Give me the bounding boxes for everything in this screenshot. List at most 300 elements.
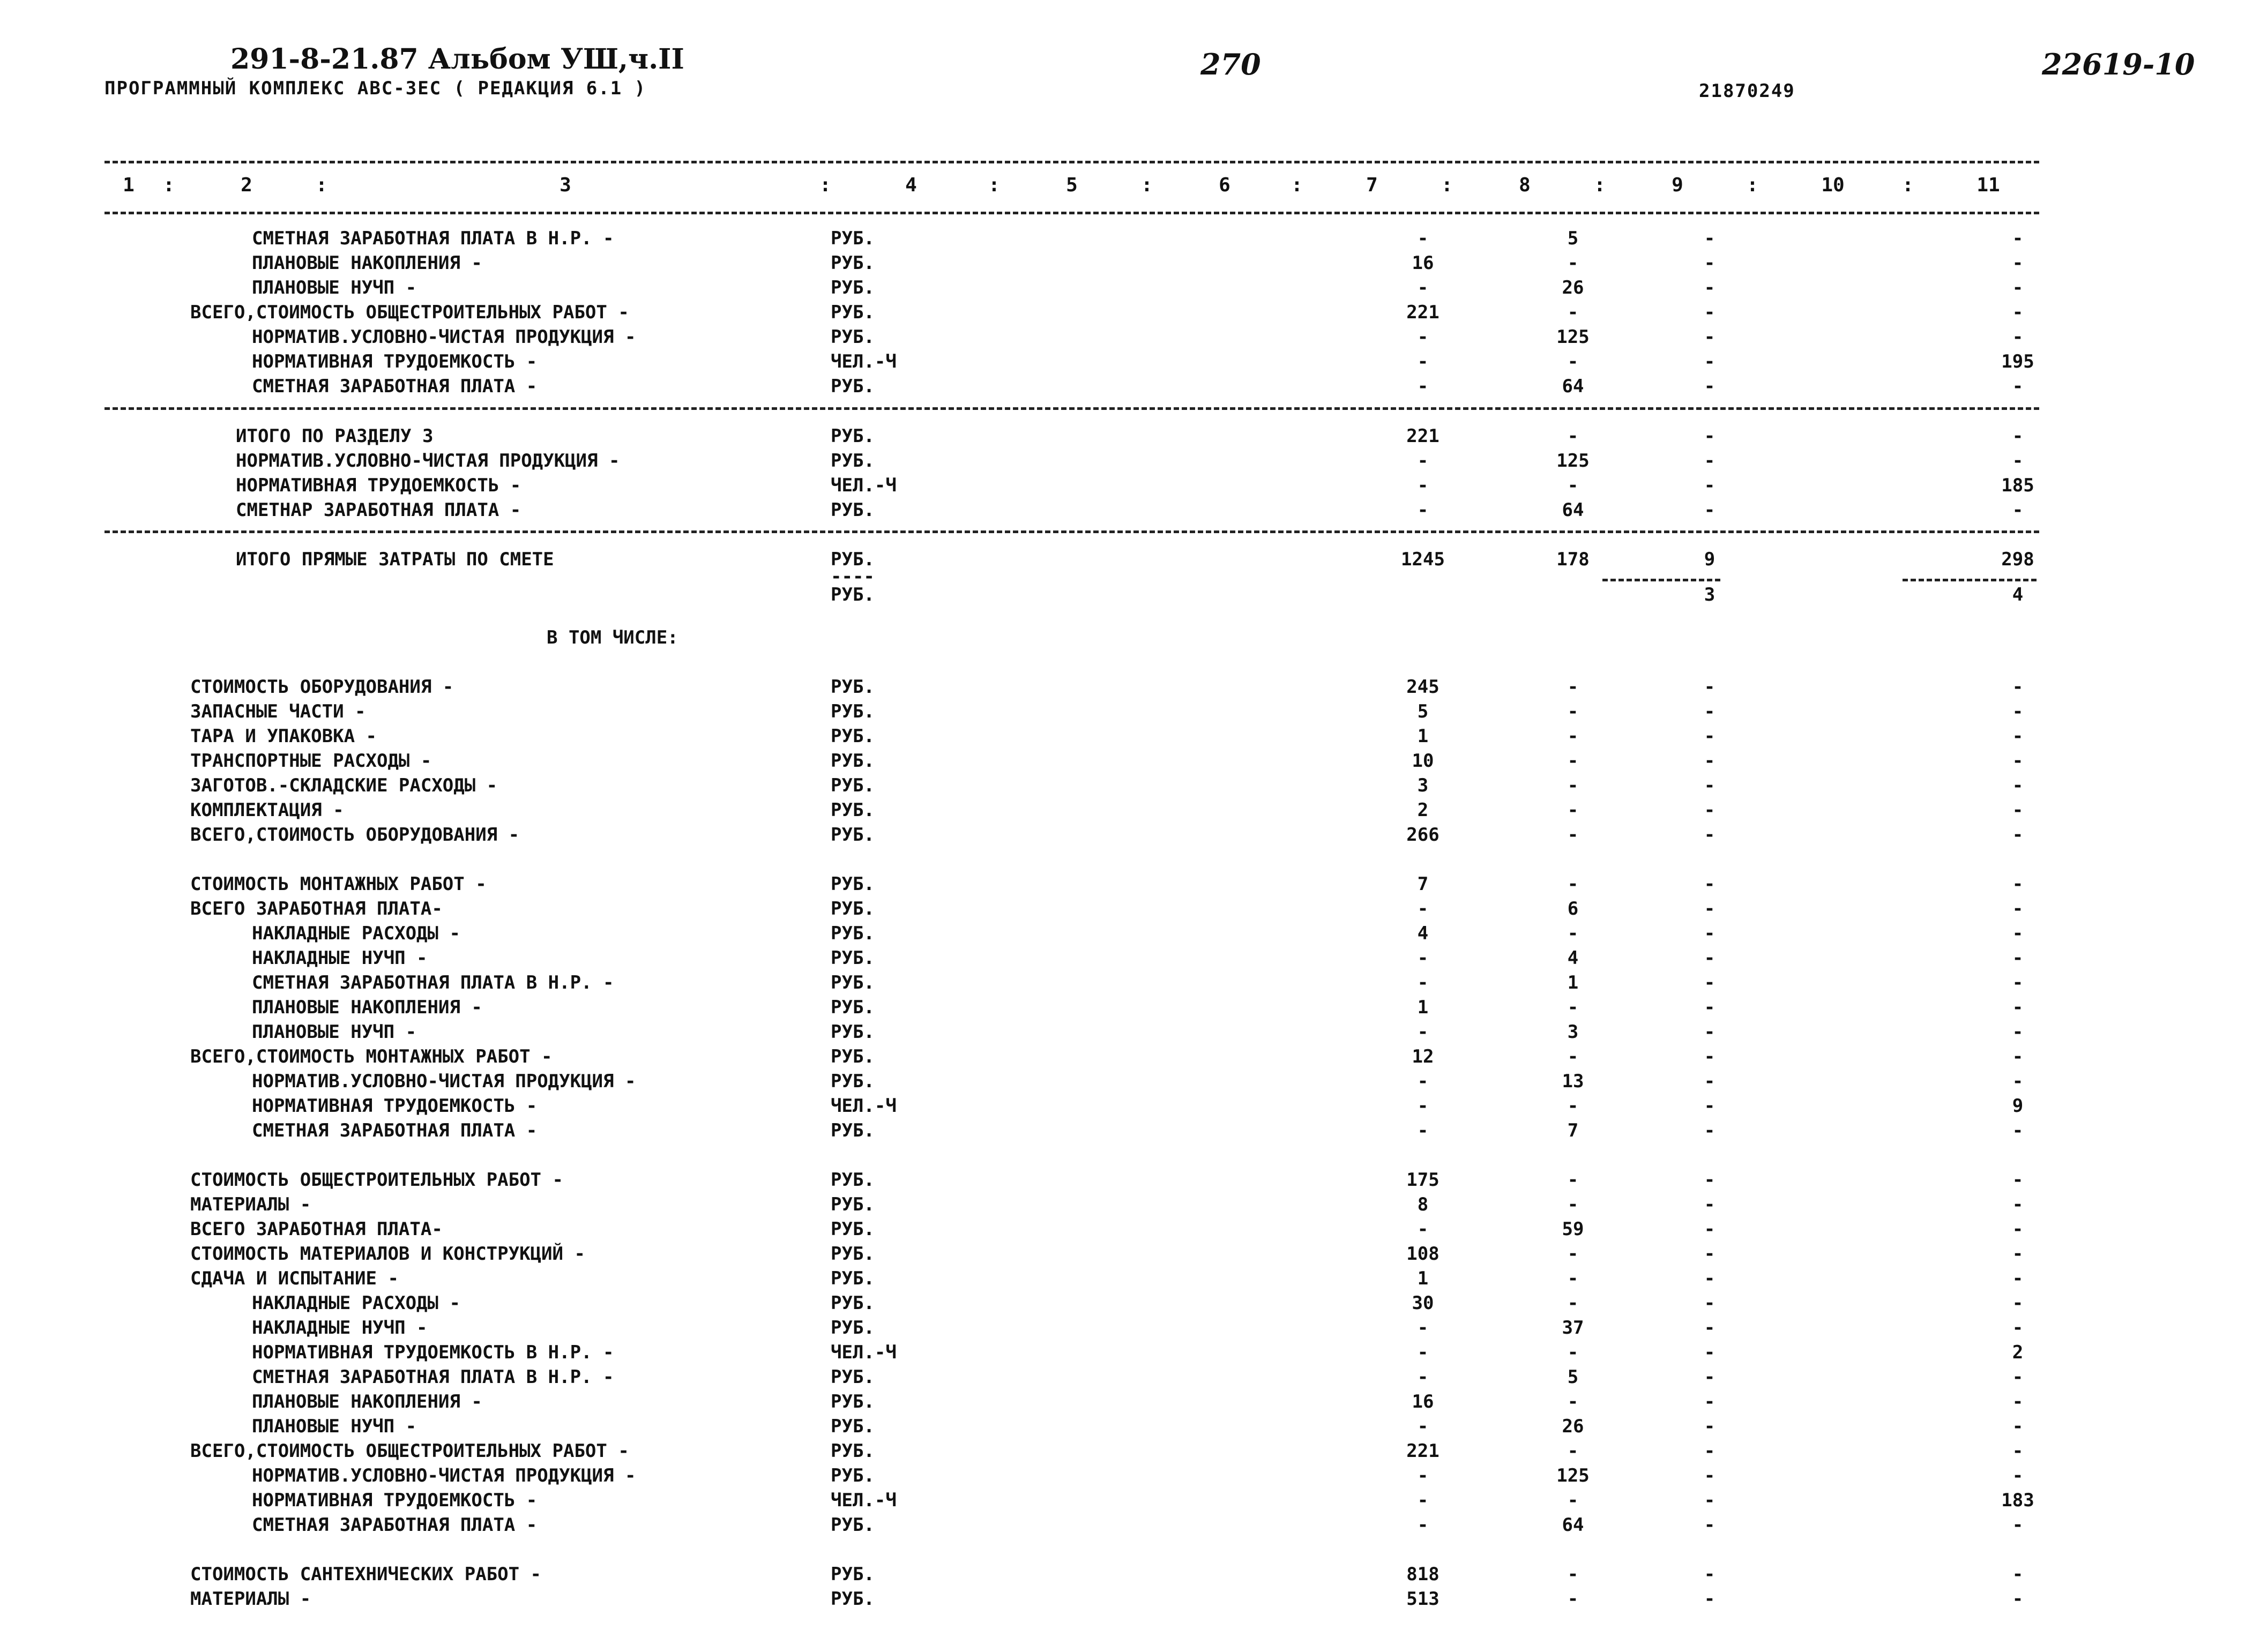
table-row: [0, 1391, 2260, 1415]
row-value-c9: 3: [1704, 584, 1715, 606]
row-unit: ЧЕЛ.-Ч: [831, 351, 897, 372]
row-label: СДАЧА И ИСПЫТАНИЕ -: [190, 1268, 399, 1289]
row-value-c7: -: [1417, 499, 1429, 521]
row-value-c7: -: [1417, 1317, 1429, 1339]
row-value-c11: -: [2012, 376, 2024, 397]
row-unit: РУБ.: [831, 1046, 875, 1067]
row-label: ПЛАНОВЫЕ НАКОПЛЕНИЯ -: [252, 997, 482, 1018]
table-row: [0, 873, 2260, 897]
column-separator: :: [316, 174, 327, 196]
row-unit: РУБ.: [831, 326, 875, 348]
row-unit: РУБ.: [831, 1416, 875, 1437]
row-unit: РУБ.: [831, 277, 875, 298]
column-number: 6: [1219, 174, 1230, 196]
row-value-c11: -: [2012, 898, 2024, 920]
row-value-c11: -: [2012, 1219, 2024, 1240]
row-value-c8: 64: [1562, 1514, 1584, 1536]
row-value-c7: -: [1417, 326, 1429, 348]
row-value-c7: 2: [1417, 799, 1429, 821]
subtotal-rule: [1903, 579, 2037, 581]
row-unit: РУБ.: [831, 873, 875, 895]
row-value-c7: 7: [1417, 873, 1429, 895]
row-value-c9: -: [1704, 997, 1715, 1018]
column-separator: :: [988, 174, 1000, 196]
table-row: [0, 997, 2260, 1020]
table-row: [0, 1490, 2260, 1513]
row-value-c8: -: [1567, 475, 1579, 496]
row-value-c11: -: [2012, 1440, 2024, 1462]
row-value-c9: -: [1704, 1465, 1715, 1486]
table-row: [0, 750, 2260, 774]
row-value-c9: -: [1704, 252, 1715, 274]
row-label: ПЛАНОВЫЕ НУЧП -: [252, 277, 417, 298]
row-value-c11: -: [2012, 1292, 2024, 1314]
row-label: НАКЛАДНЫЕ НУЧП -: [252, 1317, 428, 1339]
table-row: [0, 1366, 2260, 1390]
row-label: НОРМАТИВНАЯ ТРУДОЕМКОСТЬ В Н.Р. -: [252, 1342, 614, 1363]
row-value-c9: -: [1704, 475, 1715, 496]
row-label: КОМПЛЕКТАЦИЯ -: [190, 799, 344, 821]
table-row: [0, 676, 2260, 700]
row-value-c8: -: [1567, 799, 1579, 821]
row-unit: ЧЕЛ.-Ч: [831, 1095, 897, 1117]
row-value-c11: -: [2012, 947, 2024, 969]
row-value-c11: -: [2012, 1391, 2024, 1412]
table-row: [0, 1120, 2260, 1143]
row-value-c9: -: [1704, 1021, 1715, 1043]
table-row: [0, 252, 2260, 276]
column-number: 4: [905, 174, 917, 196]
row-value-c7: -: [1417, 1120, 1429, 1141]
column-number: 9: [1672, 174, 1683, 196]
table-row: [0, 351, 2260, 375]
table-row: [0, 1564, 2260, 1587]
row-value-c9: -: [1704, 228, 1715, 249]
row-value-c8: -: [1567, 351, 1579, 372]
row-label: ПЛАНОВЫЕ НУЧП -: [252, 1416, 417, 1437]
row-value-c9: -: [1704, 351, 1715, 372]
row-value-c11: -: [2012, 701, 2024, 722]
row-label: НОРМАТИВ.УСЛОВНО-ЧИСТАЯ ПРОДУКЦИЯ -: [252, 1465, 636, 1486]
row-label: МАТЕРИАЛЫ -: [190, 1194, 311, 1215]
row-value-c8: -: [1567, 1342, 1579, 1363]
row-label: СМЕТНАЯ ЗАРАБОТНАЯ ПЛАТА -: [252, 376, 538, 397]
table-row: [0, 277, 2260, 301]
row-value-c11: -: [2012, 1268, 2024, 1289]
column-separator: :: [1141, 174, 1153, 196]
row-value-c8: -: [1567, 923, 1579, 944]
row-value-c7: -: [1417, 1219, 1429, 1240]
row-label: НАКЛАДНЫЕ РАСХОДЫ -: [252, 923, 460, 944]
row-value-c7: 8: [1417, 1194, 1429, 1215]
column-number: 1: [123, 174, 135, 196]
row-value-c8: -: [1567, 1268, 1579, 1289]
table-row: [0, 947, 2260, 971]
row-label: СТОИМОСТЬ САНТЕХНИЧЕСКИХ РАБОТ -: [190, 1564, 542, 1585]
row-unit: РУБ.: [831, 1366, 875, 1388]
row-value-c7: -: [1417, 376, 1429, 397]
row-value-c7: -: [1417, 277, 1429, 298]
row-value-c8: -: [1567, 1588, 1579, 1610]
row-value-c7: -: [1417, 972, 1429, 993]
row-value-c9: -: [1704, 1564, 1715, 1585]
row-value-c9: -: [1704, 775, 1715, 796]
row-value-c11: -: [2012, 676, 2024, 698]
row-unit: ЧЕЛ.-Ч: [831, 475, 897, 496]
row-value-c11: -: [2012, 326, 2024, 348]
row-label: ЗАПАСНЫЕ ЧАСТИ -: [190, 701, 366, 722]
row-value-c9: -: [1704, 898, 1715, 920]
row-value-c11: -: [2012, 450, 2024, 472]
table-row: [0, 450, 2260, 474]
table-row: [0, 726, 2260, 749]
row-value-c8: 26: [1562, 277, 1584, 298]
row-unit: РУБ.: [831, 750, 875, 772]
column-separator: :: [1441, 174, 1453, 196]
row-value-c7: 1: [1417, 997, 1429, 1018]
row-value-c8: -: [1567, 1095, 1579, 1117]
row-unit: РУБ.: [831, 1588, 875, 1610]
row-value-c11: -: [2012, 923, 2024, 944]
row-value-c9: -: [1704, 676, 1715, 698]
row-unit: ЧЕЛ.-Ч: [831, 1490, 897, 1511]
row-label: СТОИМОСТЬ МОНТАЖНЫХ РАБОТ -: [190, 873, 487, 895]
row-label: В ТОМ ЧИСЛЕ:: [547, 627, 678, 648]
row-value-c9: -: [1704, 376, 1715, 397]
row-value-c11: -: [2012, 1169, 2024, 1191]
row-label: ПЛАНОВЫЕ НАКОПЛЕНИЯ -: [252, 1391, 482, 1412]
row-unit: РУБ.: [831, 676, 875, 698]
row-value-c9: -: [1704, 450, 1715, 472]
column-separator: :: [1747, 174, 1758, 196]
row-unit: РУБ.: [831, 923, 875, 944]
row-unit: РУБ.: [831, 1465, 875, 1486]
row-value-c8: 178: [1556, 549, 1590, 570]
row-value-c8: 125: [1556, 450, 1590, 472]
row-label: НОРМАТИВНАЯ ТРУДОЕМКОСТЬ -: [252, 1095, 538, 1117]
table-row: [0, 1292, 2260, 1316]
table-row: [0, 923, 2260, 946]
row-value-c11: -: [2012, 1243, 2024, 1265]
row-unit: РУБ.: [831, 584, 875, 606]
row-value-c7: 1245: [1401, 549, 1445, 570]
row-value-c11: -: [2012, 799, 2024, 821]
row-value-c11: -: [2012, 972, 2024, 993]
table-row: [0, 898, 2260, 922]
table-row: [0, 1046, 2260, 1070]
row-unit: РУБ.: [831, 775, 875, 796]
row-label: МАТЕРИАЛЫ -: [190, 1588, 311, 1610]
row-value-c8: 5: [1567, 1366, 1579, 1388]
row-label: ВСЕГО ЗАРАБОТНАЯ ПЛАТА-: [190, 1219, 443, 1240]
subtotal-rule: [1602, 579, 1720, 581]
row-value-c11: 9: [2012, 1095, 2024, 1117]
row-value-c11: 183: [2001, 1490, 2034, 1511]
row-value-c11: 298: [2001, 549, 2034, 570]
row-value-c9: -: [1704, 1268, 1715, 1289]
row-label: ВСЕГО ЗАРАБОТНАЯ ПЛАТА-: [190, 898, 443, 920]
row-value-c7: 818: [1406, 1564, 1439, 1585]
table-row: [0, 1588, 2260, 1612]
row-label: ИТОГО ПО РАЗДЕЛУ 3: [236, 425, 434, 447]
row-value-c9: -: [1704, 499, 1715, 521]
program-name: ПРОГРАММНЫЙ КОМПЛЕКС АВС-3ЕС ( РЕДАКЦИЯ 6.1 ): [105, 78, 647, 99]
row-value-c7: -: [1417, 947, 1429, 969]
row-value-c11: -: [2012, 1465, 2024, 1486]
row-value-c7: 175: [1406, 1169, 1439, 1191]
row-value-c7: -: [1417, 228, 1429, 249]
row-value-c8: -: [1567, 302, 1579, 323]
row-label: НОРМАТИВНАЯ ТРУДОЕМКОСТЬ -: [252, 1490, 538, 1511]
row-value-c7: 10: [1412, 750, 1434, 772]
row-value-c8: -: [1567, 1440, 1579, 1462]
row-value-c7: -: [1417, 1021, 1429, 1043]
row-label: ВСЕГО,СТОИМОСТЬ ОБОРУДОВАНИЯ -: [190, 824, 520, 846]
row-value-c9: -: [1704, 277, 1715, 298]
row-label: ВСЕГО,СТОИМОСТЬ ОБЩЕСТРОИТЕЛЬНЫХ РАБОТ -: [190, 1440, 629, 1462]
row-unit: РУБ.: [831, 549, 875, 570]
row-value-c11: -: [2012, 824, 2024, 846]
row-value-c7: -: [1417, 1490, 1429, 1511]
row-value-c9: -: [1704, 1071, 1715, 1092]
row-value-c9: -: [1704, 1416, 1715, 1437]
row-value-c8: -: [1567, 873, 1579, 895]
rule-section: [105, 407, 2039, 410]
row-value-c9: -: [1704, 1095, 1715, 1117]
column-number: 8: [1519, 174, 1531, 196]
column-number: 7: [1366, 174, 1378, 196]
table-row: [0, 475, 2260, 498]
row-value-c7: 12: [1412, 1046, 1434, 1067]
row-unit: РУБ.: [831, 1317, 875, 1339]
table-row: [0, 1194, 2260, 1217]
row-value-c9: -: [1704, 425, 1715, 447]
row-value-c8: 4: [1567, 947, 1579, 969]
table-row: [0, 824, 2260, 848]
row-value-c8: 64: [1562, 376, 1584, 397]
row-value-c11: 185: [2001, 475, 2034, 496]
table-row: [0, 1071, 2260, 1094]
row-value-c8: 6: [1567, 898, 1579, 920]
row-value-c8: -: [1567, 726, 1579, 747]
row-unit: РУБ.: [831, 450, 875, 472]
row-value-c8: 1: [1567, 972, 1579, 993]
column-separator: :: [819, 174, 831, 196]
row-unit: РУБ.: [831, 1243, 875, 1265]
row-value-c8: -: [1567, 997, 1579, 1018]
row-value-c9: -: [1704, 799, 1715, 821]
row-value-c7: -: [1417, 475, 1429, 496]
row-value-c8: 125: [1556, 326, 1590, 348]
table-row: [0, 326, 2260, 350]
row-value-c11: 2: [2012, 1342, 2024, 1363]
table-row: [0, 302, 2260, 325]
row-value-c7: 513: [1406, 1588, 1439, 1610]
table-row: [0, 1342, 2260, 1365]
row-unit: РУБ.: [831, 824, 875, 846]
row-value-c7: -: [1417, 351, 1429, 372]
row-unit: РУБ.: [831, 701, 875, 722]
table-row: [0, 799, 2260, 823]
row-label: ЗАГОТОВ.-СКЛАДСКИЕ РАСХОДЫ -: [190, 775, 498, 796]
row-unit: РУБ.: [831, 1268, 875, 1289]
row-unit: РУБ.: [831, 1071, 875, 1092]
row-value-c11: -: [2012, 1317, 2024, 1339]
row-value-c7: 1: [1417, 726, 1429, 747]
column-separator: :: [1291, 174, 1303, 196]
row-value-c11: -: [2012, 1416, 2024, 1437]
row-label: СМЕТНАЯ ЗАРАБОТНАЯ ПЛАТА -: [252, 1514, 538, 1536]
column-number: 11: [1976, 174, 2000, 196]
row-unit: РУБ.: [831, 302, 875, 323]
row-unit: РУБ.: [831, 1564, 875, 1585]
row-value-c8: -: [1567, 252, 1579, 274]
row-value-c9: -: [1704, 1243, 1715, 1265]
row-value-c7: -: [1417, 1465, 1429, 1486]
row-value-c8: -: [1567, 1292, 1579, 1314]
row-value-c9: -: [1704, 1514, 1715, 1536]
row-label: ВСЕГО,СТОИМОСТЬ МОНТАЖНЫХ РАБОТ -: [190, 1046, 553, 1067]
row-unit: РУБ.: [831, 799, 875, 821]
row-value-c11: -: [2012, 1564, 2024, 1585]
row-value-c8: -: [1567, 1194, 1579, 1215]
row-value-c9: -: [1704, 1342, 1715, 1363]
column-number: 2: [241, 174, 252, 196]
page-number: 270: [1200, 47, 1261, 81]
row-unit: РУБ.: [831, 726, 875, 747]
row-value-c11: 4: [2012, 584, 2024, 606]
row-value-c8: -: [1567, 1564, 1579, 1585]
row-value-c9: -: [1704, 1440, 1715, 1462]
row-unit: РУБ.: [831, 1120, 875, 1141]
column-separator: :: [1902, 174, 1914, 196]
table-row: [0, 376, 2260, 399]
column-separator: :: [1594, 174, 1606, 196]
row-value-c7: -: [1417, 1342, 1429, 1363]
row-value-c7: 5: [1417, 701, 1429, 722]
unit-dash: ----: [831, 566, 875, 587]
row-value-c11: -: [2012, 1514, 2024, 1536]
row-value-c8: -: [1567, 824, 1579, 846]
row-value-c9: -: [1704, 824, 1715, 846]
row-value-c9: -: [1704, 1588, 1715, 1610]
row-value-c7: 30: [1412, 1292, 1434, 1314]
row-value-c7: 16: [1412, 252, 1434, 274]
row-value-c8: -: [1567, 676, 1579, 698]
row-unit: РУБ.: [831, 425, 875, 447]
row-unit: ЧЕЛ.-Ч: [831, 1342, 897, 1363]
row-unit: РУБ.: [831, 1219, 875, 1240]
row-value-c9: 9: [1704, 549, 1715, 570]
row-value-c9: -: [1704, 750, 1715, 772]
row-value-c11: -: [2012, 1046, 2024, 1067]
row-value-c7: 221: [1406, 425, 1439, 447]
row-unit: РУБ.: [831, 898, 875, 920]
table-row: [0, 1465, 2260, 1489]
row-value-c11: -: [2012, 1366, 2024, 1388]
row-value-c9: -: [1704, 302, 1715, 323]
row-value-c9: -: [1704, 1317, 1715, 1339]
table-row: [0, 425, 2260, 449]
row-value-c7: -: [1417, 1071, 1429, 1092]
row-value-c8: -: [1567, 1243, 1579, 1265]
row-value-c8: 64: [1562, 499, 1584, 521]
table-row: [0, 701, 2260, 724]
row-unit: РУБ.: [831, 1194, 875, 1215]
row-value-c8: -: [1567, 1391, 1579, 1412]
row-value-c8: 59: [1562, 1219, 1584, 1240]
row-value-c11: -: [2012, 425, 2024, 447]
row-label: ВСЕГО,СТОИМОСТЬ ОБЩЕСТРОИТЕЛЬНЫХ РАБОТ -: [190, 302, 629, 323]
row-unit: РУБ.: [831, 1391, 875, 1412]
row-value-c8: 37: [1562, 1317, 1584, 1339]
row-value-c9: -: [1704, 972, 1715, 993]
row-label: СМЕТНАЯ ЗАРАБОТНАЯ ПЛАТА В Н.Р. -: [252, 1366, 614, 1388]
table-row: [0, 775, 2260, 798]
row-value-c7: 245: [1406, 676, 1439, 698]
row-label: СМЕТНАЯ ЗАРАБОТНАЯ ПЛАТА В Н.Р. -: [252, 228, 614, 249]
row-value-c9: -: [1704, 947, 1715, 969]
row-value-c8: -: [1567, 775, 1579, 796]
row-value-c11: -: [2012, 252, 2024, 274]
row-value-c11: -: [2012, 228, 2024, 249]
rule-top: [105, 161, 2039, 163]
row-value-c8: 3: [1567, 1021, 1579, 1043]
table-row: [0, 1021, 2260, 1045]
row-value-c9: -: [1704, 873, 1715, 895]
row-label: ТРАНСПОРТНЫЕ РАСХОДЫ -: [190, 750, 432, 772]
row-value-c11: -: [2012, 997, 2024, 1018]
row-label: СТОИМОСТЬ ОБОРУДОВАНИЯ -: [190, 676, 454, 698]
column-number: 5: [1066, 174, 1078, 196]
column-number: 10: [1821, 174, 1845, 196]
row-value-c8: 5: [1567, 228, 1579, 249]
row-label: ПЛАНОВЫЕ НУЧП -: [252, 1021, 417, 1043]
row-value-c9: -: [1704, 1490, 1715, 1511]
row-value-c11: -: [2012, 1071, 2024, 1092]
column-separator: :: [163, 174, 175, 196]
row-value-c9: -: [1704, 923, 1715, 944]
row-value-c9: -: [1704, 1194, 1715, 1215]
row-value-c7: 221: [1406, 302, 1439, 323]
row-unit: РУБ.: [831, 1169, 875, 1191]
row-value-c9: -: [1704, 1366, 1715, 1388]
row-unit: РУБ.: [831, 1292, 875, 1314]
row-value-c7: 16: [1412, 1391, 1434, 1412]
row-label: НОРМАТИВНАЯ ТРУДОЕМКОСТЬ -: [252, 351, 538, 372]
sheet-number: 22619-10: [2042, 47, 2195, 81]
row-label: СМЕТНАР ЗАРАБОТНАЯ ПЛАТА -: [236, 499, 521, 521]
row-label: СТОИМОСТЬ ОБЩЕСТРОИТЕЛЬНЫХ РАБОТ -: [190, 1169, 563, 1191]
row-unit: РУБ.: [831, 499, 875, 521]
row-value-c11: -: [2012, 1588, 2024, 1610]
row-label: ИТОГО ПРЯМЫЕ ЗАТРАТЫ ПО СМЕТЕ: [236, 549, 554, 570]
row-unit: РУБ.: [831, 1021, 875, 1043]
row-value-c11: -: [2012, 750, 2024, 772]
row-value-c7: 221: [1406, 1440, 1439, 1462]
table-row: [0, 972, 2260, 996]
table-row: [0, 1095, 2260, 1119]
row-value-c7: -: [1417, 1514, 1429, 1536]
row-label: ПЛАНОВЫЕ НАКОПЛЕНИЯ -: [252, 252, 482, 274]
row-value-c11: -: [2012, 1120, 2024, 1141]
row-value-c8: -: [1567, 701, 1579, 722]
table-row: [0, 1169, 2260, 1193]
row-value-c11: -: [2012, 302, 2024, 323]
row-unit: РУБ.: [831, 1440, 875, 1462]
rule-total: [105, 530, 2039, 533]
row-label: НОРМАТИВ.УСЛОВНО-ЧИСТАЯ ПРОДУКЦИЯ -: [252, 1071, 636, 1092]
